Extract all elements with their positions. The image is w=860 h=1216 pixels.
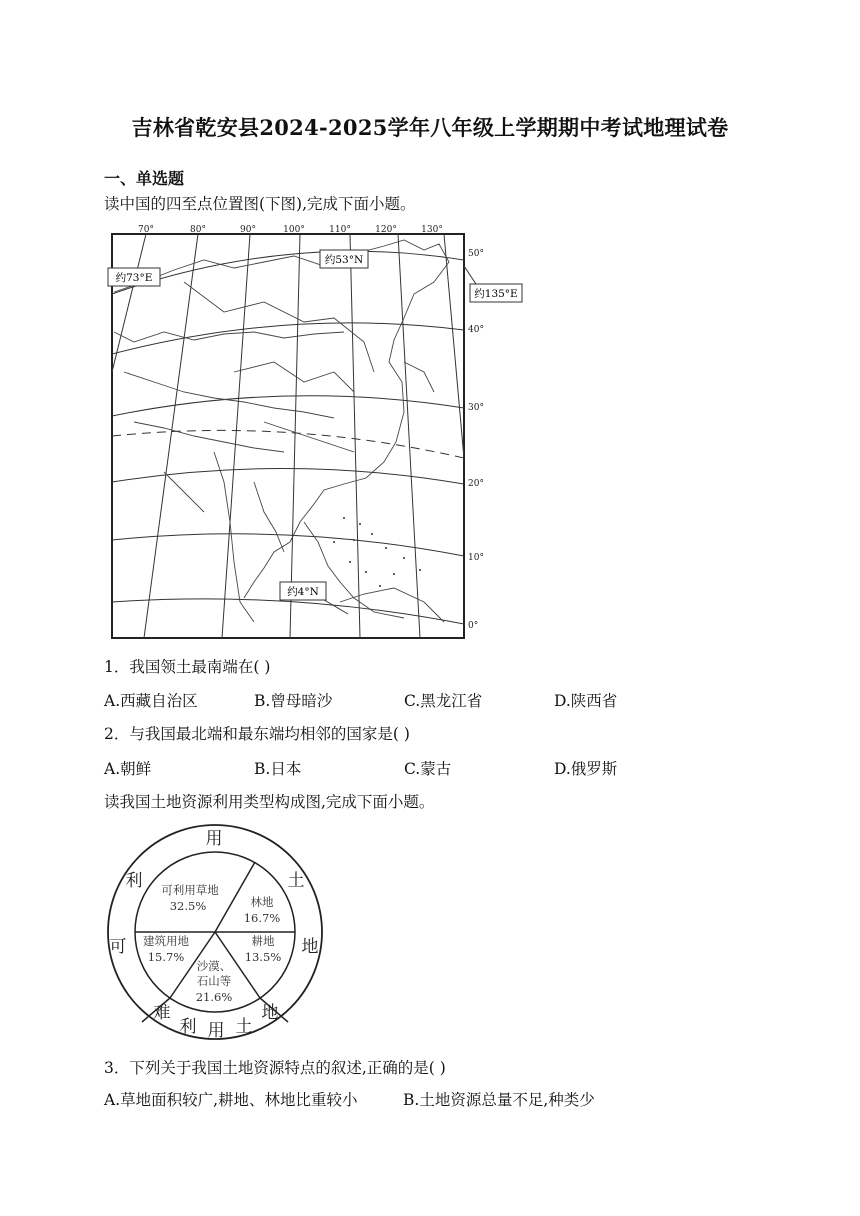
- page-title: 吉林省乾安县2024-2025学年八年级上学期期中考试地理试卷: [131, 115, 729, 140]
- q3-option-a[interactable]: A.草地面积较广,耕地、林地比重较小: [104, 1091, 358, 1109]
- sector-construction-label: 建筑用地: [143, 934, 189, 948]
- callout-north: [320, 250, 368, 268]
- q1-option-a[interactable]: A.西藏自治区: [104, 692, 198, 710]
- section-heading: 一、单选题: [104, 169, 185, 188]
- land-resource-diagram: [104, 822, 330, 1042]
- question-2-stem: 2．与我国最北端和最东端均相邻的国家是( ): [104, 725, 410, 743]
- ring-char: 利: [125, 871, 143, 891]
- ring-char: 可: [109, 937, 127, 957]
- ring-char: 用: [205, 829, 223, 849]
- lat-label: 10°: [468, 553, 484, 563]
- sector-desert-label: 沙漠、: [196, 959, 232, 973]
- lon-label: 110°: [329, 225, 351, 235]
- sector-desert-label: 石山等: [196, 974, 232, 988]
- ring-char: 地: [261, 1003, 279, 1023]
- lon-label: 80°: [190, 225, 206, 235]
- ring-char: 地: [301, 937, 319, 957]
- question-3-stem: 3．下列关于我国土地资源特点的叙述,正确的是( ): [104, 1059, 446, 1077]
- q2-option-c[interactable]: C.蒙古: [404, 760, 452, 778]
- q2-option-d[interactable]: D.俄罗斯: [554, 760, 618, 778]
- lon-label: 120°: [375, 225, 397, 235]
- q2-option-a[interactable]: A.朝鲜: [104, 760, 152, 778]
- lat-label: 0°: [468, 621, 479, 631]
- sector-grassland-label: 可利用草地: [161, 883, 219, 897]
- intro-text-land: 读我国土地资源利用类型构成图,完成下面小题。: [104, 793, 435, 811]
- question-1-stem: 1．我国领土最南端在( ): [104, 658, 271, 676]
- svg-text:约53°N: 约53°N: [324, 254, 364, 266]
- sector-farmland-label: 耕地: [251, 934, 275, 948]
- ring-char: 土: [235, 1017, 253, 1037]
- svg-text:约135°E: 约135°E: [474, 288, 518, 300]
- svg-text:约73°E: 约73°E: [115, 272, 153, 284]
- sector-grassland-value: 32.5%: [169, 899, 207, 913]
- lon-label: 130°: [421, 225, 443, 235]
- sector-construction-value: 15.7%: [147, 950, 185, 964]
- ring-char: 利: [179, 1017, 197, 1037]
- lat-label: 20°: [468, 479, 484, 489]
- svg-text:约4°N: 约4°N: [287, 586, 319, 598]
- lon-label: 90°: [240, 225, 256, 235]
- callout-west: [108, 268, 160, 286]
- lat-label: 40°: [468, 325, 484, 335]
- sector-forest-label: 林地: [250, 895, 274, 909]
- q1-option-b[interactable]: B.曾母暗沙: [254, 692, 333, 710]
- china-extreme-points-map: [104, 222, 524, 642]
- ring-char: 用: [207, 1021, 225, 1041]
- ring-char: 难: [153, 1003, 171, 1023]
- lon-label: 70°: [138, 225, 154, 235]
- lon-label: 100°: [283, 225, 305, 235]
- q3-option-b[interactable]: B.土地资源总量不足,种类少: [403, 1091, 595, 1109]
- sector-forest-value: 16.7%: [243, 911, 281, 925]
- intro-text-map: 读中国的四至点位置图(下图),完成下面小题。: [104, 195, 416, 213]
- q1-option-d[interactable]: D.陕西省: [554, 692, 618, 710]
- q1-option-c[interactable]: C.黑龙江省: [404, 692, 483, 710]
- ring-char: 土: [287, 871, 305, 891]
- sector-farmland-value: 13.5%: [244, 950, 282, 964]
- sector-desert-value: 21.6%: [195, 990, 233, 1004]
- lat-label: 30°: [468, 403, 484, 413]
- lat-label: 50°: [468, 249, 484, 259]
- callout-east: [464, 266, 522, 302]
- q2-option-b[interactable]: B.日本: [254, 760, 302, 778]
